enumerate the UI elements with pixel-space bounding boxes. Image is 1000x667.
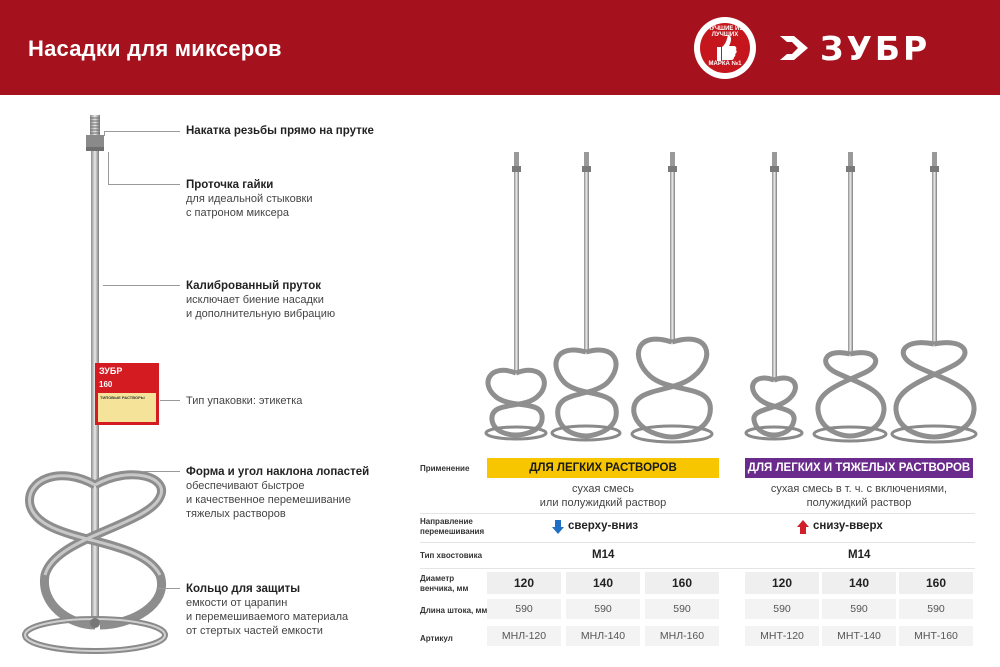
label-code: 160 [99,380,113,389]
feature-text: от стертых частей емкости [186,625,323,637]
length-cell: 590 [899,599,973,619]
length-cell: 590 [566,599,640,619]
product-mnl-120 [486,152,546,439]
row-label-article: Артикул [420,634,453,643]
shank-light: M14 [592,549,615,561]
row-label-line: Направление [420,517,473,526]
product-mnt-160 [892,152,976,442]
row-label-length: Длина штока, мм [420,606,488,615]
leader-line [108,184,180,185]
leader-line [104,131,105,136]
brand-arrow-icon [780,34,816,62]
feature-text: Тип упаковки: этикетка [186,395,303,407]
feature-text: с патроном миксера [186,207,289,219]
arrow-up-icon [797,520,809,534]
product-mnt-140 [814,152,886,441]
article-cell: МНТ-160 [899,626,973,646]
description-line: или полужидкий раствор [539,497,667,509]
length-cell: 590 [487,599,561,619]
row-label-diameter [420,574,468,594]
article-cell: МНЛ-160 [645,626,719,646]
feature-blades [186,465,369,521]
feature-text: и дополнительную вибрацию [186,308,336,320]
length-cell: 590 [645,599,719,619]
feature-title: Калиброванный пруток [186,280,321,292]
leader-line [103,285,180,286]
row-divider [420,513,975,514]
length-cell: 590 [745,599,819,619]
row-label-shank: Тип хвостовика [420,551,483,560]
row-label-line: Диаметр [420,574,455,583]
product-mnl-140 [552,152,620,440]
header-banner [0,0,1000,95]
feature-title: Кольцо для защиты [186,583,301,595]
article-cell: МНЛ-140 [566,626,640,646]
feature-packaging [186,394,302,408]
brand-name: ЗУБР [820,29,931,68]
leader-line [158,588,180,589]
badge-text-top: ЛУЧШИЕ ИЗ ЛУЧШИХ [706,26,744,38]
leader-line [142,471,180,472]
row-label-line: перемешивания [420,527,485,536]
page-title: Насадки для миксеров [28,36,282,61]
row-label-direction [420,517,484,537]
label-info-text: ТИПОВЫЕ РАСТВОРЫ [100,395,145,400]
feature-text: и качественное перемешивание [186,494,351,506]
feature-title: Проточка гайки [186,179,274,191]
diameter-cell: 160 [645,572,719,594]
label-info-box [98,393,156,422]
direction-heavy: снизу-вверх [813,520,883,532]
label-brand: ЗУБР [99,366,123,376]
category-heavy: ДЛЯ ЛЕГКИХ И ТЯЖЕЛЫХ РАСТВОРОВ [745,458,973,478]
description-line: сухая смесь в т. ч. с включениями, [770,483,948,495]
packaging-label [95,363,159,425]
feature-thread [186,124,374,138]
quality-badge [694,17,756,79]
feature-text: обеспечивают быстрое [186,480,305,492]
feature-title: Накатка резьбы прямо на прутке [186,125,374,137]
article-cell: МНТ-140 [822,626,896,646]
description-line: сухая смесь [572,483,634,495]
description-light [487,482,719,510]
arrow-down-icon [552,520,564,534]
feature-ring [186,582,348,638]
row-divider [420,568,975,569]
feature-title: Форма и угол наклона лопастей [186,466,370,478]
row-label-application: Применение [420,464,470,473]
feature-text: емкости от царапин [186,597,288,609]
article-cell: МНТ-120 [745,626,819,646]
diameter-cell: 140 [566,572,640,594]
diameter-cell: 120 [487,572,561,594]
product-mnl-160 [632,152,712,442]
direction-light: сверху-вниз [568,520,639,532]
product-lineup [480,148,980,448]
feature-nut [186,178,313,220]
leader-line [108,152,109,185]
row-divider [420,542,975,543]
product-mnt-120 [746,152,802,439]
leader-line [160,400,180,401]
feature-text: исключает биение насадки [186,294,324,306]
feature-text: тяжелых растворов [186,508,286,520]
feature-text: и перемешиваемого материала [186,611,349,623]
length-cell: 590 [822,599,896,619]
feature-rod [186,279,335,321]
feature-text: для идеальной стыковки [186,193,313,205]
diameter-cell: 140 [822,572,896,594]
shank-heavy: M14 [848,549,871,561]
row-label-line: венчика, мм [420,584,469,593]
article-cell: МНЛ-120 [487,626,561,646]
description-line: полужидкий раствор [806,497,912,509]
leader-line [104,131,180,132]
badge-text-bottom: МАРКА №1 [708,61,742,67]
diameter-cell: 120 [745,572,819,594]
category-light: ДЛЯ ЛЕГКИХ РАСТВОРОВ [487,458,719,478]
description-heavy [745,482,973,510]
diameter-cell: 160 [899,572,973,594]
